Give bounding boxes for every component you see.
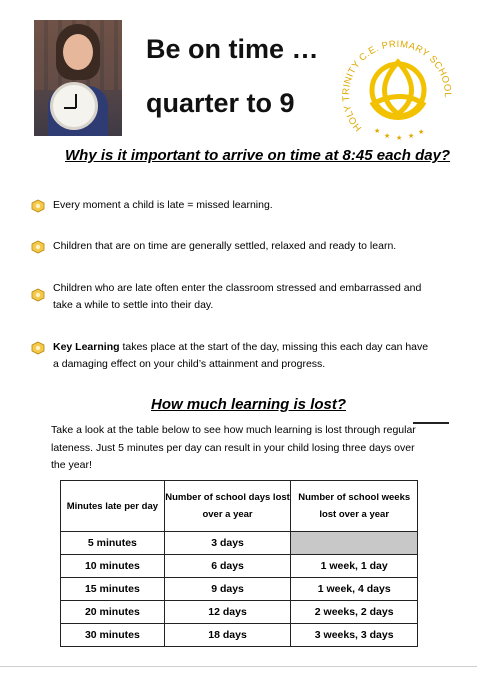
cell-weeks-empty (291, 532, 418, 555)
key-learning-text: takes place at the start of the day, missing this each day can have a damaging effect on your child’s attainment and progress. (53, 341, 429, 370)
bullet-badge-icon (31, 240, 45, 254)
cell-weeks: 3 weeks, 3 days (291, 624, 418, 647)
trinity-knot-icon (372, 62, 424, 118)
cell-minutes: 10 minutes (61, 555, 165, 578)
cell-days: 3 days (164, 532, 291, 555)
svg-text:★: ★ (396, 134, 403, 142)
star-icons (374, 127, 424, 142)
child-with-clock-photo (34, 20, 122, 136)
header-days-lost: Number of school days lost over a year (164, 481, 291, 532)
bullet-badge-icon (31, 199, 45, 213)
cell-days: 12 days (164, 601, 291, 624)
svg-text:★: ★ (374, 127, 381, 135)
cell-weeks: 1 week, 1 day (291, 555, 418, 578)
cell-days: 18 days (164, 624, 291, 647)
cell-minutes: 5 minutes (61, 532, 165, 555)
table-row (61, 532, 418, 555)
bullet-text: Children who are late often enter the classroom stressed and embarrassed and take a while to settle into their day. (53, 282, 422, 311)
cell-days: 9 days (164, 578, 291, 601)
page-bottom-edge (0, 666, 477, 667)
decorative-line (413, 422, 449, 424)
bullet-text: Children that are on time are generally settled, relaxed and ready to learn. (53, 240, 397, 252)
table-row (61, 624, 418, 647)
table-row (61, 578, 418, 601)
header-minutes-late: Minutes late per day (61, 481, 165, 532)
why-on-time-heading: Why is it important to arrive on time at 8:45 each day? (65, 147, 451, 164)
table-row (61, 601, 418, 624)
key-learning-bold: Key Learning (53, 341, 120, 353)
bullet-badge-icon (31, 341, 45, 355)
cell-weeks: 1 week, 4 days (291, 578, 418, 601)
clock-icon (50, 82, 98, 130)
table-row (61, 555, 418, 578)
title-line-2: quarter to 9 (146, 88, 295, 118)
svg-text:★: ★ (408, 132, 415, 140)
cell-minutes: 30 minutes (61, 624, 165, 647)
logo-ring-text: HOLY TRINITY C.E. PRIMARY SCHOOL (340, 38, 453, 134)
svg-text:★: ★ (418, 128, 425, 136)
intro-paragraph: Take a look at the table below to see how much learning is lost through regular lateness. Just 5 minutes per day can result in your child losing three days over the year! (51, 424, 416, 471)
header-weeks-lost: Number of school weeks lost over a year (291, 481, 418, 532)
learning-lost-heading: How much learning is lost? (151, 396, 347, 413)
cell-minutes: 15 minutes (61, 578, 165, 601)
school-logo (340, 30, 458, 148)
learning-lost-table (60, 480, 418, 647)
bullet-text (53, 339, 433, 373)
bullet-text: Every moment a child is late = missed learning. (53, 199, 273, 211)
table-header-row (61, 481, 418, 532)
svg-text:★: ★ (384, 132, 391, 140)
title-line-1: Be on time … (146, 34, 319, 64)
cell-weeks: 2 weeks, 2 days (291, 601, 418, 624)
cell-days: 6 days (164, 555, 291, 578)
cell-minutes: 20 minutes (61, 601, 165, 624)
bullet-badge-icon (31, 288, 45, 302)
face (63, 34, 93, 70)
